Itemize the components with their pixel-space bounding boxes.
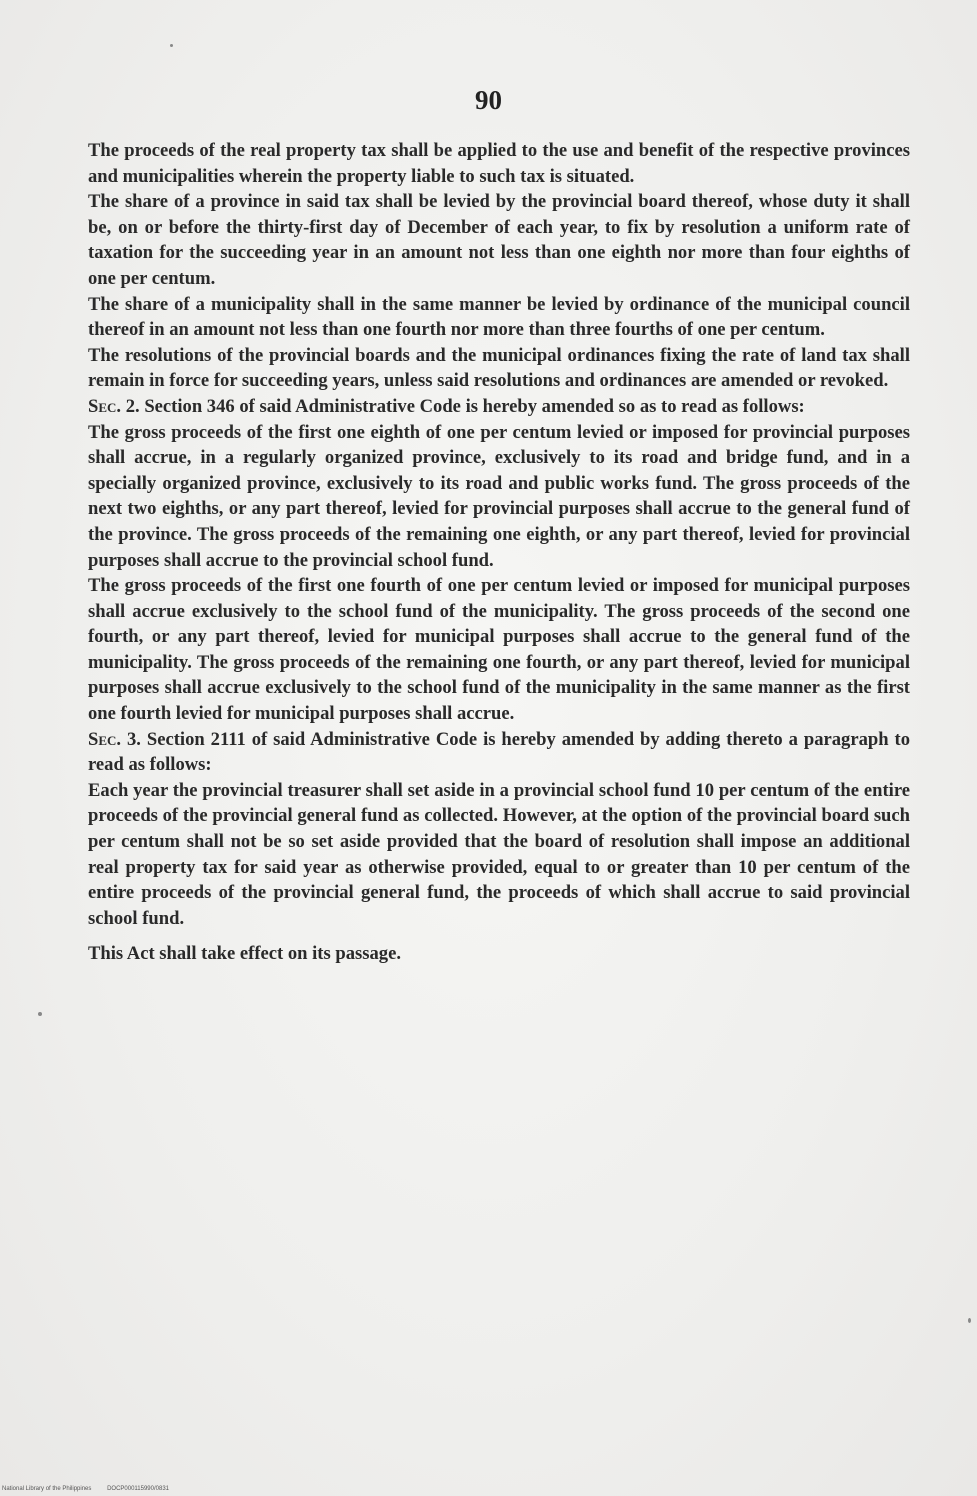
section-3-label: Sec. 3. xyxy=(88,728,141,750)
footer-library: National Library of the Philippines xyxy=(2,1486,92,1492)
scan-speck xyxy=(968,1318,971,1323)
paragraph-proceeds-use: The proceeds of the real property tax shall be applied to the use and benefit of the respective provinces and municipalities wherein the property liable to such tax is situated. xyxy=(88,140,910,187)
paragraph-municipality-share: The share of a municipality shall in the same manner be levied by ordinance of the municipal council thereof in an amount not less than one fourth nor more than three fourths of one per centum. xyxy=(88,293,910,341)
paragraph-school-fund: Each year the provincial treasurer shall set aside in a provincial school fund 10 per centum of the entire proceeds of the provincial general fund as collected. However, at the option of the provincial board such per centum shall not be so set aside provided that the board of resolution shall impose an additional real property tax for said year as otherwise provided, equal to or greater than 10 per centum of the entire proceeds of the provincial general fund, the proceeds of which shall accrue to said provincial school fund. xyxy=(88,779,910,929)
paragraph-provincial-proceeds: The gross proceeds of the first one eighth of one per centum levied or imposed for provincial purposes shall accrue, in a regularly organized province, exclusively to its road and bridge fund, and in a specially organized province, exclusively to its road and public works fund. The gross proceeds of the next two eighths, or any part thereof, levied for provincial purposes shall accrue to the general fund of the province. The gross proceeds of the remaining one eighth, or any part thereof, levied for provincial purposes shall accrue to the provincial school fund. xyxy=(88,421,910,571)
paragraph-resolutions-in-force: The resolutions of the provincial boards and the municipal ordinances fixing the rate of land tax shall remain in force for succeeding years, unless said resolutions and ordinances are amended or revoked. xyxy=(88,344,910,392)
paragraph-section-3 xyxy=(88,727,910,778)
scan-speck xyxy=(170,44,173,47)
paragraph-section-2 xyxy=(88,394,910,420)
paragraph-effectivity: This Act shall take effect on its passage. xyxy=(88,943,401,965)
scan-footer xyxy=(2,1486,183,1492)
section-2-label: Sec. 2. xyxy=(88,395,140,417)
paragraph-province-share: The share of a province in said tax shall be levied by the provincial board thereof, whose duty it shall be, on or before the thirty-first day of December of each year, to fix by resolution a uniform rate of taxation for the succeeding year in an amount not less than one eighth nor more than four eighths of one per centum. xyxy=(88,191,910,289)
section-2-text: Section 346 of said Administrative Code is hereby amended so as to read as follows: xyxy=(144,395,805,417)
body-text xyxy=(88,138,910,967)
section-3-text: Section 2111 of said Administrative Code is hereby amended by adding thereto a paragraph to read as follows: xyxy=(88,728,910,776)
footer-code: DOCP000115990/0831 xyxy=(107,1486,169,1492)
paragraph-municipal-proceeds: The gross proceeds of the first one fourth of one per centum levied or imposed for municipal purposes shall accrue exclusively to the school fund of the municipality. The gross proceeds of the second one fourth, or any part thereof, levied for municipal purposes shall accrue to the general fund of the municipality. The gross proceeds of the remaining one fourth, or any part thereof, levied for municipal purposes shall accrue exclusively to the school fund of the municipality in the same manner as the first one fourth levied for municipal purposes shall accrue. xyxy=(88,575,910,725)
scan-speck xyxy=(38,1012,42,1016)
page-number: 90 xyxy=(475,85,502,115)
